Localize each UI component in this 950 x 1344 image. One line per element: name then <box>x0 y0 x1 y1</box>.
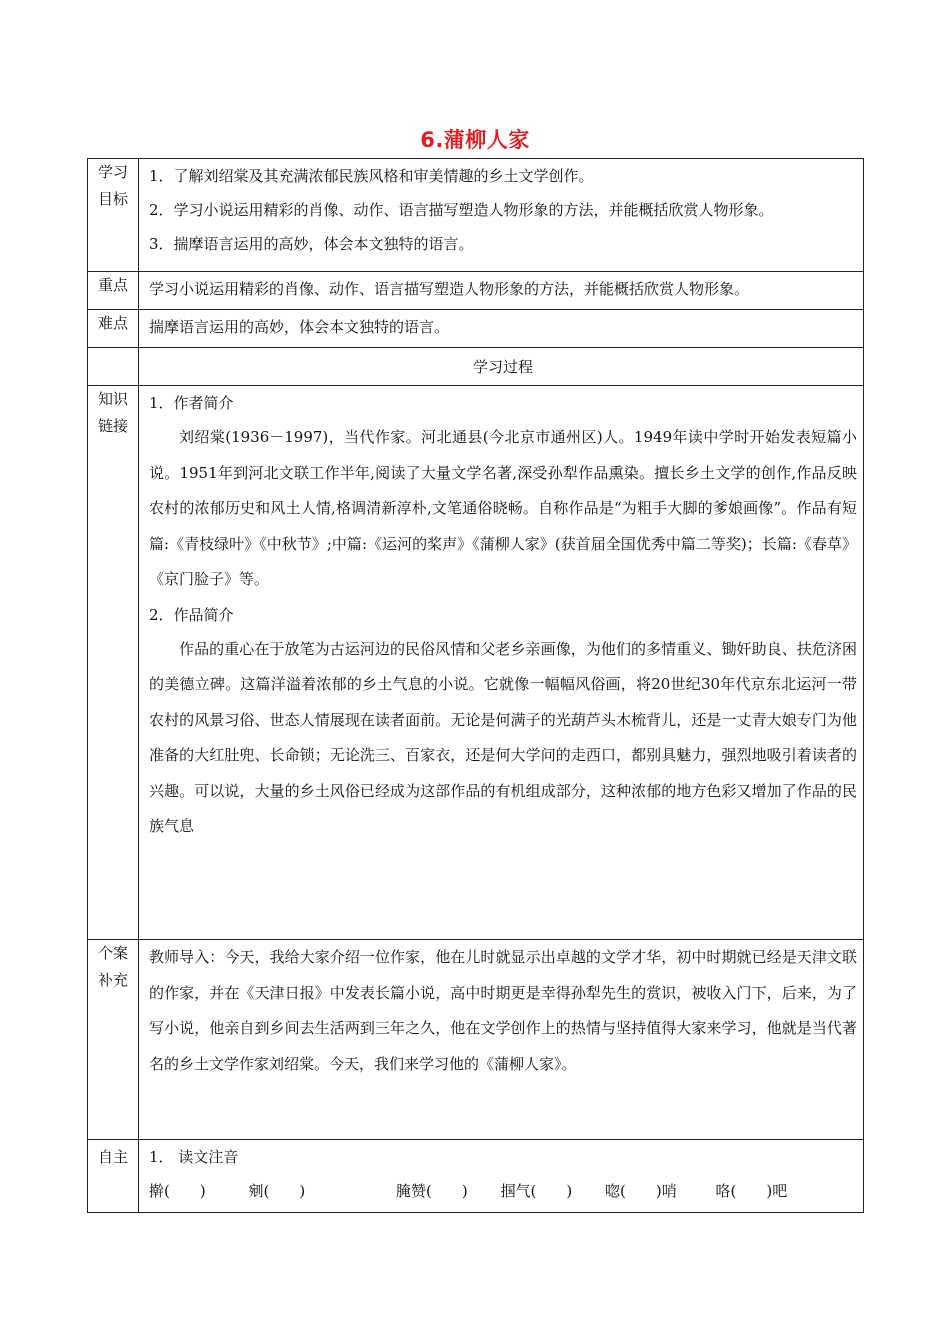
difficulty-text: 揣摩语言运用的高妙，体会本文独特的语言。 <box>149 318 450 336</box>
key-point-label: 重点 <box>88 272 139 310</box>
goals-row <box>88 159 864 272</box>
case-row <box>88 940 864 1140</box>
self-study-row <box>88 1140 864 1213</box>
difficulty-content <box>139 310 864 348</box>
self-study-label: 自主 <box>88 1140 139 1213</box>
key-point-text: 学习小说运用精彩的肖像、动作、语言描写塑造人物形象的方法，并能概括欣赏人物形象。 <box>149 280 750 298</box>
pronunciation-item: 唿( )哨 <box>605 1182 677 1200</box>
knowledge-content <box>139 386 864 940</box>
pronunciation-item: 咯( )吧 <box>715 1182 788 1200</box>
goal-item: 2．学习小说运用精彩的肖像、动作、语言描写塑造人物形象的方法，并能概括欣赏人物形象。 <box>149 201 774 219</box>
empty-label <box>88 348 139 386</box>
author-paragraph: 刘绍棠(1936－1997)，当代作家。河北通县(今北京市通州区)人。1949年读中学时开始发表短篇小说。1951年到河北文联工作半年,阅读了大量文学名著,深受孙犁作品熏染。擅长乡土文学的创作,作品反映农村的浓郁历史和风土人情,格调清新淳朴,文笔通俗晓畅。自称作品是“为粗手大脚的爹娘画像”。作品有短篇:《青枝绿叶》《中秋节》;中篇:《运河的桨声》《蒲柳人家》(获首届全国优秀中篇二等奖)；长篇:《春草》《京门脸子》等。 <box>149 428 857 588</box>
pronunciation-item: 掴气( ) <box>500 1182 573 1200</box>
key-point-content <box>139 272 864 310</box>
case-label: 个案 补充 <box>88 940 139 1140</box>
process-header-row <box>88 348 864 386</box>
difficulty-label: 难点 <box>88 310 139 348</box>
work-paragraph: 作品的重心在于放笔为古运河边的民俗风情和父老乡亲画像，为他们的多情重义、锄奸助良、扶危济困的美德立碑。这篇洋溢着浓郁的乡土气息的小说。它就像一幅幅风俗画，将20世纪30年代京东北运河一带农村的风景习俗、世态人情展现在读者面前。无论是何满子的光葫芦头木梳背儿，还是一丈青大娘专门为他准备的大红肚兜、长命锁；无论洗三、百家衣，还是何大学问的走西口，都别具魅力，强烈地吸引着读者的兴趣。可以说，大量的乡土风俗已经成为这部作品的有机组成部分，这种浓郁的地方色彩又增加了作品的民族气息 <box>149 639 857 835</box>
goal-item: 3．揣摩语言运用的高妙，体会本文独特的语言。 <box>149 235 474 253</box>
key-point-row <box>88 272 864 310</box>
difficulty-row <box>88 310 864 348</box>
author-heading: 1．作者简介 <box>149 394 234 412</box>
work-heading: 2．作品简介 <box>149 605 234 624</box>
self-study-content <box>139 1140 864 1213</box>
knowledge-row <box>88 386 864 940</box>
pronunciation-list <box>149 1174 857 1208</box>
page-title: 6.蒲柳人家 <box>420 128 530 152</box>
case-paragraph: 教师导入：今天，我给大家介绍一位作家，他在儿时就显示出卓越的文学才华，初中时期就已经是天津文联的作家，并在《天津日报》中发表长篇小说，高中时期更是幸得孙犁先生的赏识，被收入门下，后来，为了写小说，他亲自到乡间去生活两到三年之久，他在文学创作上的热情与坚持值得大家来学习，他就是当代著名的乡土文学作家刘绍棠。今天，我们来学习他的《蒲柳人家》。 <box>149 948 857 1073</box>
pronunciation-item: 腌赞( ) <box>396 1182 468 1200</box>
self-study-heading: 1． 读文注音 <box>149 1148 239 1166</box>
pronunciation-item: 剜( ) <box>248 1182 306 1200</box>
goal-item: 1．了解刘绍棠及其充满浓郁民族风格和审美情趣的乡土文学创作。 <box>149 167 594 185</box>
goals-content <box>139 159 864 272</box>
lesson-table <box>87 158 864 1213</box>
process-header-text: 学习过程 <box>472 357 533 376</box>
pronunciation-item: 擀( ) <box>149 1182 206 1200</box>
process-header <box>139 348 864 386</box>
case-content <box>139 940 864 1140</box>
goals-label: 学习 目标 <box>88 159 139 272</box>
knowledge-label: 知识 链接 <box>88 386 139 940</box>
